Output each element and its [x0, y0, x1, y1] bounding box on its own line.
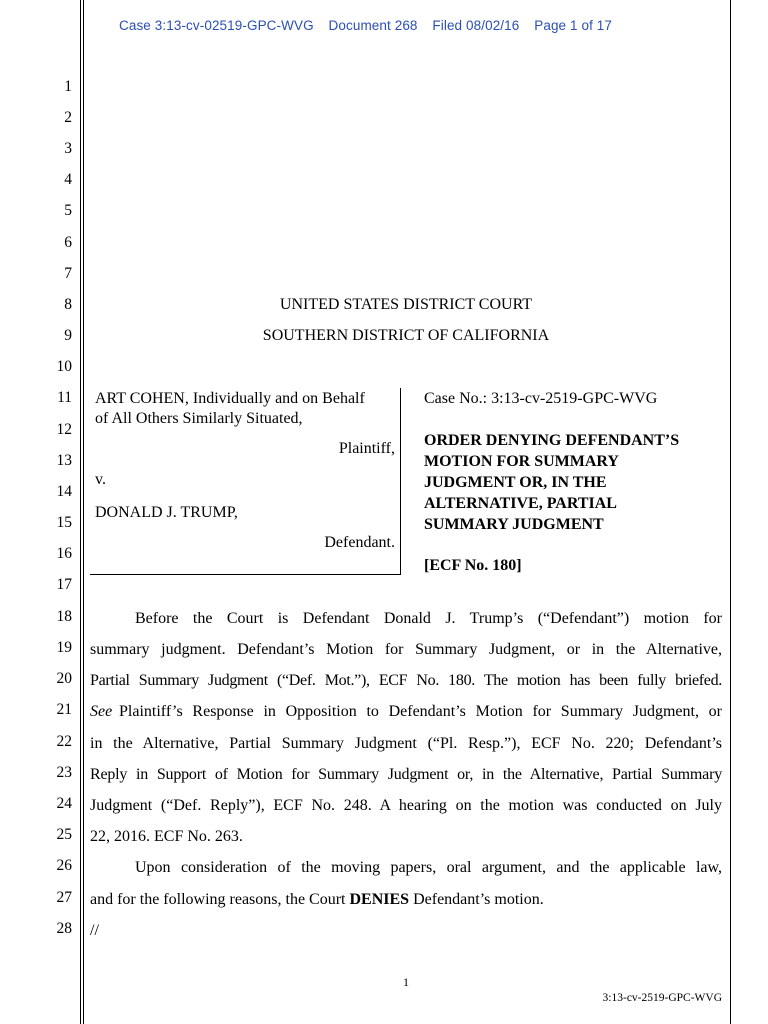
line-number: 7: [64, 265, 72, 282]
page-number: 1: [403, 975, 409, 989]
line-number: 9: [64, 327, 72, 344]
line-number: 3: [64, 140, 72, 157]
body-line: Plaintiff’s Response in Opposition to Defendant’s Motion for Summary Judgment, or: [119, 703, 722, 720]
line-number: 10: [56, 358, 72, 375]
body-line: Partial Summary Judgment (“Def. Mot.”), ECF No. 180. The motion has been fully briefed.: [90, 672, 722, 689]
line-number: 15: [56, 514, 72, 531]
defendant-name: DONALD J. TRUMP,: [95, 504, 238, 521]
header-document: Document 268: [328, 18, 418, 33]
line-number: 25: [56, 826, 72, 843]
ecf-header: [119, 18, 719, 33]
body-line: 22, 2016. ECF No. 263.: [90, 828, 243, 845]
header-case: Case 3:13-cv-02519-GPC-WVG: [119, 18, 314, 33]
order-title-line: ORDER DENYING DEFENDANT’S: [424, 432, 680, 449]
case-number: Case No.: 3:13-cv-2519-GPC-WVG: [424, 390, 658, 407]
defendant-role: Defendant.: [324, 534, 395, 551]
order-title-line: MOTION FOR SUMMARY: [424, 453, 619, 470]
body-line: [90, 890, 544, 909]
line-number: 2: [64, 109, 72, 126]
body-line: Before the Court is Defendant Donald J. Trump’s (“Defendant”) motion for: [135, 610, 722, 627]
line-number: 13: [56, 452, 72, 469]
line-number: 26: [56, 857, 72, 874]
line-number: 8: [64, 296, 72, 313]
line-number: 24: [56, 795, 72, 812]
denies-keyword: DENIES: [349, 891, 410, 908]
line-number: 21: [56, 701, 72, 718]
line-number: 17: [56, 576, 72, 593]
right-margin-rule: [730, 0, 731, 1024]
line-number: 12: [56, 421, 72, 438]
footer-case-ref: 3:13-cv-2519-GPC-WVG: [602, 992, 722, 1004]
line-number: 1: [64, 78, 72, 95]
line-number: 22: [56, 733, 72, 750]
ecf-reference: [ECF No. 180]: [424, 557, 522, 574]
line-number: 11: [57, 389, 72, 406]
line-number: 23: [56, 764, 72, 781]
body-line: Upon consideration of the moving papers, oral argument, and the applicable law,: [135, 859, 722, 876]
left-margin-rule-inner: [83, 0, 84, 1024]
see-signal: See: [90, 703, 113, 720]
versus: v.: [95, 471, 106, 488]
body-line: Reply in Support of Motion for Summary Judgment or, in the Alternative, Partial Summary: [90, 766, 722, 783]
line-number: 14: [56, 483, 72, 500]
body-line: Judgment (“Def. Reply”), ECF No. 248. A hearing on the motion was conducted on July: [90, 797, 722, 814]
line-number: 28: [56, 920, 72, 937]
order-title-line: SUMMARY JUDGMENT: [424, 516, 604, 533]
order-title-line: JUDGMENT OR, IN THE: [424, 474, 607, 491]
header-filed: Filed 08/02/16: [432, 18, 520, 33]
line-number: 18: [56, 608, 72, 625]
line-number: 6: [64, 234, 72, 251]
line-number: 4: [64, 171, 72, 188]
conclusion-text: and for the following reasons, the Court: [90, 891, 346, 908]
left-margin-rule-outer: [80, 0, 81, 1024]
plaintiff-role: Plaintiff,: [338, 440, 395, 457]
court-district: SOUTHERN DISTRICT OF CALIFORNIA: [262, 327, 550, 344]
line-number: 19: [56, 639, 72, 656]
slashes: //: [90, 922, 99, 939]
line-number: 27: [56, 889, 72, 906]
court-name: UNITED STATES DISTRICT COURT: [279, 296, 533, 313]
line-number: 20: [56, 670, 72, 687]
body-line: summary judgment. Defendant’s Motion for Summary Judgment, or in the Alternative,: [90, 641, 722, 658]
body-line: in the Alternative, Partial Summary Judgment (“Pl. Resp.”), ECF No. 220; Defendant’s: [90, 735, 722, 752]
line-number: 5: [64, 202, 72, 219]
plaintiff-name-cont: of All Others Similarly Situated,: [95, 410, 303, 427]
plaintiff-name: ART COHEN, Individually and on Behalf: [95, 390, 365, 407]
conclusion-text-end: Defendant’s motion.: [413, 891, 544, 908]
header-page: Page 1 of 17: [534, 18, 612, 33]
order-title-line: ALTERNATIVE, PARTIAL: [424, 495, 617, 512]
line-number: 16: [56, 545, 72, 562]
